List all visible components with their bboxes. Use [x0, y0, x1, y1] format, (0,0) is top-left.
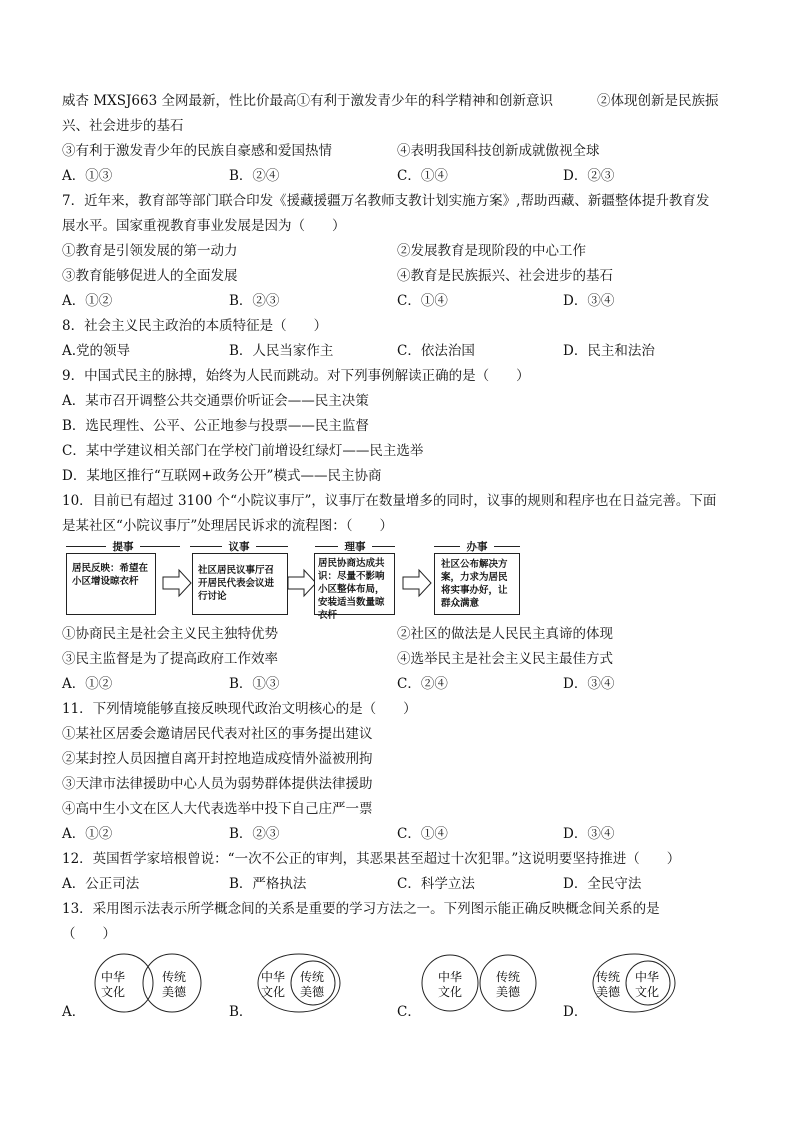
flow-head-2: 议事 [228, 541, 250, 553]
q11-statement-2: ②某封控人员因擅自离开封控地造成疫情外溢被刑拘 [62, 751, 373, 767]
q12-option-c: C．科学立法 [397, 876, 475, 892]
q9-option-d: D．某地区推行“互联网+政务公开”模式——民主协商 [62, 468, 382, 484]
flow-head-3: 理事 [344, 541, 366, 553]
q8-option-d: D．民主和法治 [563, 343, 655, 359]
q10-statement-2: ②社区的做法是人民民主真谛的体现 [397, 626, 613, 642]
q11-stem: 11．下列情境能够直接反映现代政治文明核心的是（ ） [62, 701, 417, 717]
q7-statement-3: ③教育能够促进人的全面发展 [62, 268, 238, 284]
venn-a-label-zh2: 文化 [101, 985, 126, 999]
q11-option-c: C．①④ [397, 826, 448, 842]
flow-line [140, 546, 180, 547]
venn-d-label-zh1: 中华 [635, 970, 660, 984]
q10-statement-4: ④选举民主是社会主义民主最佳方式 [397, 651, 613, 667]
q13-stem-1: 13．采用图示法表示所学概念间的关系是重要的学习方法之一。下列图示能正确反映概念间关系的是 [62, 901, 660, 917]
q7-statement-1: ①教育是引领发展的第一动力 [62, 243, 238, 259]
q6-statement-2b: 兴、社会进步的基石 [62, 118, 184, 134]
venn-c-label-zh2: 文化 [438, 985, 463, 999]
q10-statement-1: ①协商民主是社会主义民主独特优势 [62, 626, 278, 642]
q7-stem-1: 7．近年来，教育部等部门联合印发《援藏援疆万名教师支教计划实施方案》,帮助西藏、新疆整体提升教育发 [62, 193, 710, 209]
q10-statement-3: ③民主监督是为了提高政府工作效率 [62, 651, 278, 667]
q12-option-b: B．严格执法 [229, 876, 307, 892]
q6-option-b: B．②④ [229, 168, 280, 184]
venn-diagram-a [90, 952, 220, 1016]
flow-line [190, 546, 222, 547]
q7-option-a: A．①② [62, 293, 113, 309]
q8-stem: 8．社会主义民主政治的本质特征是（ ） [62, 318, 328, 334]
flow-box-3: 居民协商达成共识：尽量不影响小区整体布局，安装适当数量晾衣杆 [314, 553, 395, 615]
q8-option-c: C．依法治国 [397, 343, 475, 359]
right-arrow-icon [162, 568, 192, 598]
q7-option-d: D．③④ [563, 293, 615, 309]
venn-c-label-ct1: 传统 [496, 970, 521, 984]
q6-option-d: D．②③ [563, 168, 615, 184]
flow-line [315, 546, 338, 547]
venn-diagram-c [420, 952, 540, 1016]
venn-d-label-zh2: 文化 [635, 985, 660, 999]
q11-statement-3: ③天津市法律援助中心人员为弱势群体提供法律援助 [62, 776, 373, 792]
venn-c-label-ct2: 美德 [496, 985, 521, 999]
q6-option-a: A．①③ [62, 168, 113, 184]
venn-b-label-ct1: 传统 [300, 970, 325, 984]
q7-statement-4: ④教育是民族振兴、社会进步的基石 [397, 268, 613, 284]
venn-b-label-zh1: 中华 [261, 970, 286, 984]
flow-head-4: 办事 [466, 541, 488, 553]
q11-option-a: A．①② [62, 826, 113, 842]
q10-option-c: C．②④ [397, 676, 448, 692]
right-arrow-icon [287, 568, 317, 598]
q9-option-b: B．选民理性、公平、公正地参与投票——民主监督 [62, 418, 369, 434]
q6-statement-3: ③有利于激发青少年的民族自豪感和爱国热情 [62, 143, 332, 159]
flow-line [66, 546, 106, 547]
q13-stem-2: （ ） [62, 926, 116, 942]
venn-a-label-ct1: 传统 [162, 970, 187, 984]
q11-option-d: D．③④ [563, 826, 615, 842]
venn-diagram-d [590, 952, 680, 1016]
venn-a-label-zh1: 中华 [101, 970, 126, 984]
q12-stem: 12．英国哲学家培根曾说：“一次不公正的审判，其恶果甚至超过十次犯罪。”这说明要坚持推进（ ） [62, 851, 681, 867]
venn-c-label-zh1: 中华 [438, 970, 463, 984]
q6-statement-4: ④表明我国科技创新成就傲视全球 [397, 143, 600, 159]
q9-option-a: A．某市召开调整公共交通票价听证会——民主决策 [62, 393, 369, 409]
q10-stem-1: 10．目前已有超过 3100 个“小院议事厅”，议事厅在数量增多的同时，议事的规则和程序也在日益完善。下面 [62, 493, 717, 509]
flow-box-2: 社区居民议事厅召开居民代表会议进行讨论 [192, 553, 288, 615]
flow-line [494, 546, 520, 547]
q13-option-c: C． [397, 1004, 421, 1020]
q11-statement-1: ①某社区居委会邀请居民代表对社区的事务提出建议 [62, 726, 373, 742]
q10-stem-2: 是某社区“小院议事厅”处理居民诉求的流程图：（ ） [62, 518, 394, 534]
flow-line [372, 546, 395, 547]
q11-option-b: B．②③ [229, 826, 280, 842]
q9-stem: 9．中国式民主的脉搏，始终为人民而跳动。对下列事例解读正确的是（ ） [62, 368, 530, 384]
q6-statement-2a: ②体现创新是民族振 [597, 93, 719, 109]
right-arrow-icon [402, 568, 432, 598]
flow-box-1: 居民反映：希望在小区增设晾衣杆 [66, 553, 156, 615]
q7-statement-2: ②发展教育是现阶段的中心工作 [397, 243, 586, 259]
header-line: 威杏 MXSJ663 全网最新，性比价最高①有利于激发青少年的科学精神和创新意识 [62, 93, 553, 109]
q9-option-c: C．某中学建议相关部门在学校门前增设红绿灯——民主选举 [62, 443, 424, 459]
q7-option-c: C．①④ [397, 293, 448, 309]
q13-option-b: B． [229, 1004, 253, 1020]
q6-option-c: C．①④ [397, 168, 448, 184]
venn-diagram-b [255, 952, 345, 1016]
q13-option-a: A． [62, 1004, 86, 1020]
q11-statement-4: ④高中生小文在区人大代表选举中投下自己庄严一票 [62, 801, 373, 817]
q10-option-d: D．③④ [563, 676, 615, 692]
q13-option-d: D． [563, 1004, 588, 1020]
flow-head-1: 提事 [112, 541, 134, 553]
q7-stem-2: 展水平。国家重视教育事业发展是因为（ ） [62, 218, 346, 234]
q8-option-b: B．人民当家作主 [229, 343, 334, 359]
flow-box-4: 社区公布解决方案，力求为居民将实事办好，让群众满意 [434, 553, 520, 615]
flow-line [434, 546, 460, 547]
flow-line [256, 546, 288, 547]
venn-b-label-zh2: 文化 [261, 985, 286, 999]
q8-option-a: A.党的领导 [62, 343, 131, 359]
q12-option-a: A．公正司法 [62, 876, 140, 892]
q7-option-b: B．②③ [229, 293, 280, 309]
venn-d-label-ct2: 美德 [596, 985, 621, 999]
venn-d-label-ct1: 传统 [596, 970, 621, 984]
venn-a-label-ct2: 美德 [162, 985, 187, 999]
q10-option-a: A．①② [62, 676, 113, 692]
q10-option-b: B．①③ [229, 676, 280, 692]
q12-option-d: D．全民守法 [563, 876, 642, 892]
venn-b-label-ct2: 美德 [300, 985, 325, 999]
